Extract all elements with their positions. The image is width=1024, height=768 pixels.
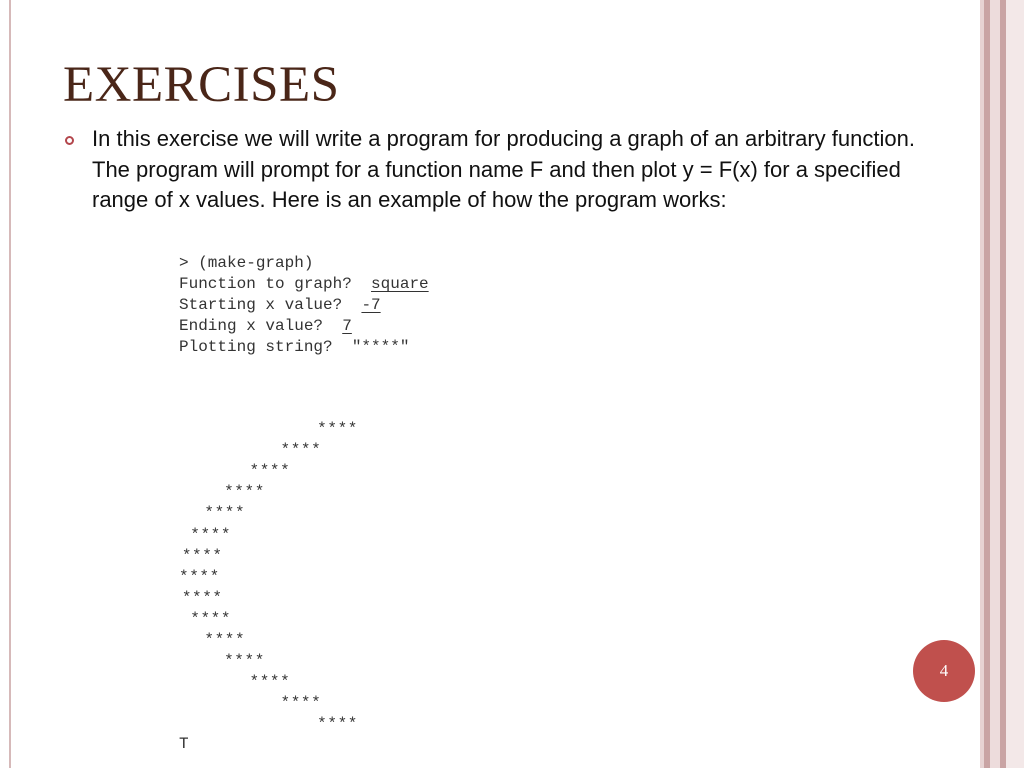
left-decorative-rule — [9, 0, 11, 768]
plot-row: **** — [317, 715, 358, 734]
slide-title: EXERCISES — [63, 57, 340, 113]
plot-row: **** — [204, 631, 246, 649]
bullet-text: In this exercise we will write a program for producing a graph of an arbitrary function. The program will prompt for a function name F and then plot y = F(x) for a specified range of x values. Here is an example of how the program works: — [92, 126, 915, 212]
plot-row: **** — [190, 525, 232, 544]
bullet-circle-icon — [65, 136, 74, 145]
plot-row: **** — [224, 483, 265, 502]
result-line: T — [179, 735, 189, 753]
prompt-label: Ending x value? — [179, 317, 343, 335]
prompt-answer: -7 — [361, 296, 381, 314]
plot-row: **** — [179, 567, 220, 586]
prompt-start-x — [179, 295, 381, 316]
plot-row: **** — [204, 504, 246, 523]
prompt-function — [179, 274, 429, 295]
plot-row: **** — [280, 694, 322, 713]
plot-row: **** — [317, 420, 358, 438]
plot-row: **** — [190, 609, 232, 628]
prompt-label: Plotting string? — [179, 338, 352, 356]
page-number-badge: 4 — [913, 640, 975, 702]
plot-row: **** — [280, 441, 322, 460]
prompt-label: Function to graph? — [179, 275, 372, 293]
prompt-answer: square — [371, 275, 429, 293]
command-line: > (make-graph) — [179, 254, 314, 272]
prompt-end-x — [179, 316, 352, 337]
plot-row: **** — [181, 588, 223, 607]
right-decorative-border — [980, 0, 1024, 768]
plot-row: **** — [249, 673, 291, 692]
prompt-answer: "****" — [351, 338, 410, 356]
plot-row: **** — [181, 546, 223, 565]
plot-row: **** — [249, 462, 291, 481]
prompt-answer: 7 — [342, 317, 352, 335]
prompt-label: Starting x value? — [179, 296, 362, 314]
prompt-plot-string — [179, 337, 409, 358]
plot-row: **** — [224, 652, 265, 671]
